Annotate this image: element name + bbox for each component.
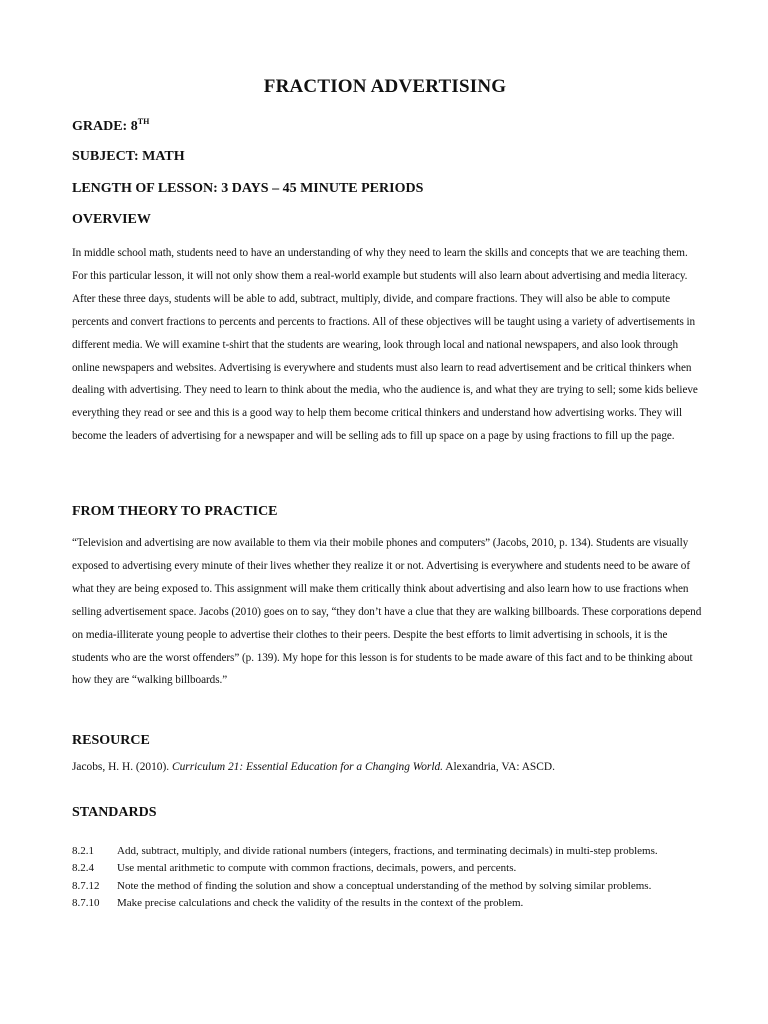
lesson-length-line: LENGTH OF LESSON: 3 DAYS – 45 MINUTE PERIODS [72,181,424,196]
standards-heading: STANDARDS [72,805,157,820]
subject-line: SUBJECT: MATH [72,149,185,164]
standard-item [72,843,698,860]
standard-code: 8.2.4 [72,862,94,875]
resource-heading: RESOURCE [72,733,150,748]
theory-paragraph [72,532,702,692]
standard-item [72,878,698,895]
overview-text: In middle school math, students need to have an understanding of why they need to learn the skills and concepts that we are teaching them. For this particular lesson, it will not only show them a real-world example but students will also learn about advertising and media literacy. After these three days, students will be able to add, subtract, multiply, divide, and compare fractions. They will also be able to compute percents and convert fractions to percents and percents to fractions. All of these objectives will be taught using a variety of advertisements in different media. We will examine t-shirt that the students are wearing, look through local and national newspapers, and also look through online newspapers and websites. Advertising is everywhere and students must also learn to read advertisement and be critical thinkers when dealing with advertising. They need to learn to think about the media, who the audience is, and what they are trying to sell; some kids believe everything they read or see and this is a good way to help them become critical thinkers and understand how advertising works. They will become the leaders of advertising for a newspaper and will be selling ads to fill up space on a page by using fractions to fill up the page. [72,247,698,443]
standard-code: 8.7.10 [72,897,100,910]
standard-item [72,895,698,912]
citation-title: Curriculum 21: Essential Education for a Changing World. [171,761,444,773]
resource-citation [72,761,555,773]
standard-text: Use mental arithmetic to compute with common fractions, decimals, powers, and percents. [117,862,517,875]
standard-text: Add, subtract, multiply, and divide rational numbers (integers, fractions, and terminating decimals) in multi-step problems. [117,845,658,857]
standard-text: Make precise calculations and check the validity of the results in the context of the problem. [117,897,524,910]
standard-item [72,860,698,877]
citation-suffix: Alexandria, VA: ASCD. [443,761,555,773]
theory-text: “Television and advertising are now available to them via their mobile phones and computers” (Jacobs, 2010, p. 134). Students are visually exposed to advertising every minute of their lives whether they realize it or not. Advertising is everywhere and students need to be aware of what they are being exposed to. This assignment will make them critically think about advertising and also learn how to use fractions when selling advertisement space. Jacobs (2010) goes on to say, “they don’t have a clue that they are walking billboards. These corporations depend on media-illiterate young people to advertise their clothes to their peers. Despite the best efforts to limit advertising in schools, it is the students who are the worst offenders” (p. 139). My hope for this lesson is for students to be made aware of this fact and to be thinking about how they are “walking billboards.” [72,537,702,687]
grade-line [72,117,149,135]
grade-label: GRADE: 8 [72,119,138,134]
standards-list [72,843,698,913]
standard-code: 8.2.1 [72,845,94,857]
overview-paragraph [72,242,702,448]
theory-heading: FROM THEORY TO PRACTICE [72,504,278,519]
standard-text: Note the method of finding the solution and show a conceptual understanding of the method by solving similar problems. [117,879,652,892]
citation-prefix: Jacobs, H. H. (2010). [72,761,172,773]
standard-code: 8.7.12 [72,879,100,892]
overview-heading: OVERVIEW [72,212,151,227]
grade-superscript: TH [137,117,150,126]
document-title: FRACTION ADVERTISING [263,76,507,97]
